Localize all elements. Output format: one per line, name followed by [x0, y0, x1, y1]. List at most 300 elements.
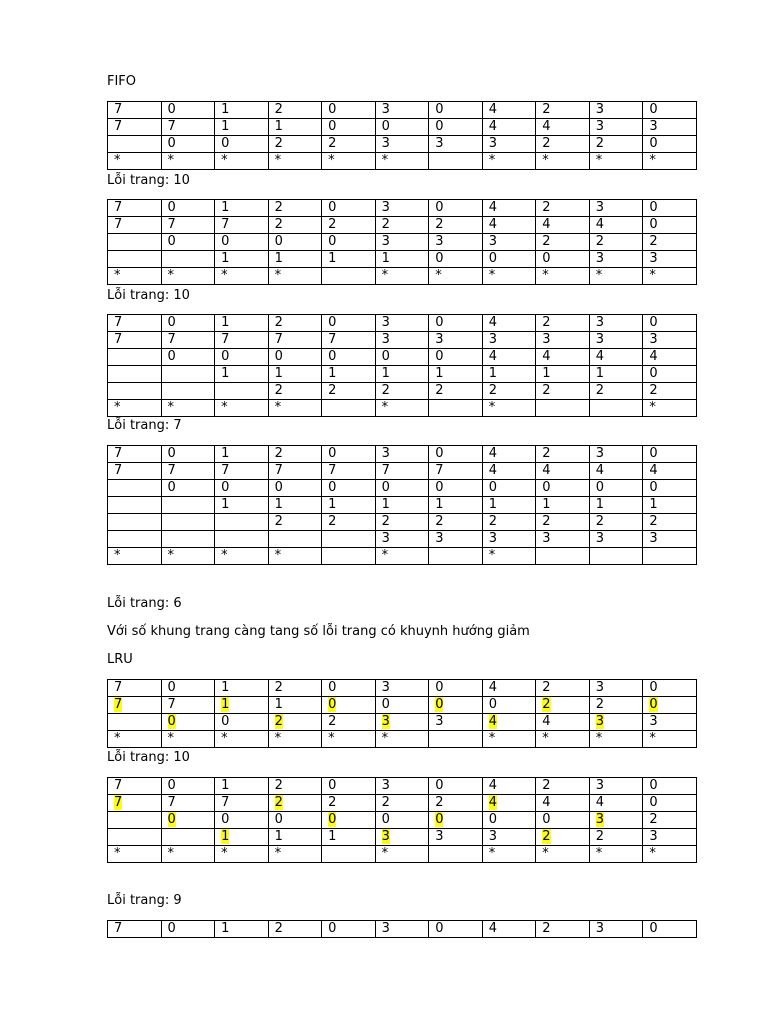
cell-value: 4 — [542, 795, 551, 810]
table-cell — [375, 200, 429, 217]
cell-value: 2 — [328, 383, 337, 398]
cell-value: 1 — [221, 200, 230, 215]
table-cell — [215, 921, 269, 938]
cell-value: 4 — [488, 680, 497, 695]
cell-value: 2 — [274, 315, 283, 330]
table-cell — [589, 268, 643, 285]
table-cell — [643, 200, 697, 217]
cell-value: 3 — [488, 829, 497, 844]
table-cell — [536, 251, 590, 268]
table-cell — [643, 268, 697, 285]
highlighted-value: 0 — [167, 714, 176, 729]
cell-value: 1 — [221, 680, 230, 695]
cell-value: 0 — [488, 812, 497, 827]
table-cell — [429, 921, 483, 938]
table-cell — [643, 102, 697, 119]
table-cell — [429, 463, 483, 480]
table-cell — [536, 829, 590, 846]
highlighted-value: 0 — [435, 697, 444, 712]
cell-value: 3 — [595, 778, 605, 793]
table-cell — [482, 366, 536, 383]
table-cell — [161, 251, 215, 268]
cell-value: * — [488, 731, 496, 746]
cell-value: 0 — [328, 680, 337, 695]
cell-value: 0 — [328, 119, 337, 134]
cell-value: 2 — [595, 234, 605, 249]
table-cell — [268, 680, 322, 697]
table-cell — [375, 446, 429, 463]
fifo-table-4 — [107, 445, 697, 565]
cell-value: 1 — [274, 829, 283, 844]
table-cell — [215, 383, 269, 400]
table-cell — [108, 217, 162, 234]
cell-value: 1 — [274, 119, 283, 134]
table-cell — [536, 680, 590, 697]
cell-value: 0 — [328, 446, 337, 461]
cell-value: 1 — [595, 366, 605, 381]
table-cell — [429, 349, 483, 366]
cell-value: 0 — [274, 480, 283, 495]
table-cell — [161, 217, 215, 234]
cell-value: 3 — [381, 136, 390, 151]
table-row — [108, 731, 697, 748]
table-cell — [268, 153, 322, 170]
table-cell — [429, 778, 483, 795]
table-cell — [161, 680, 215, 697]
table-cell — [108, 480, 162, 497]
highlighted-value: 7 — [114, 697, 123, 712]
table-cell — [589, 251, 643, 268]
cell-value: 7 — [114, 680, 123, 695]
table-cell — [161, 812, 215, 829]
table-cell — [375, 463, 429, 480]
table-row — [108, 400, 697, 417]
table-cell — [322, 366, 376, 383]
table-cell — [643, 812, 697, 829]
cell-value: 4 — [488, 102, 497, 117]
cell-value: 3 — [381, 315, 390, 330]
table-cell — [322, 383, 376, 400]
cell-value: 2 — [328, 217, 337, 232]
table-cell — [322, 463, 376, 480]
cell-value: 0 — [488, 697, 497, 712]
cell-value: 2 — [274, 102, 283, 117]
cell-value: * — [542, 268, 549, 283]
highlighted-value: 0 — [328, 812, 337, 827]
table-cell — [482, 497, 536, 514]
table-cell — [429, 383, 483, 400]
cell-value: 7 — [167, 119, 176, 134]
cell-value: 0 — [167, 480, 176, 495]
table-cell — [643, 829, 697, 846]
cell-value: 1 — [221, 778, 230, 793]
table-cell — [268, 480, 322, 497]
cell-value: 2 — [542, 383, 551, 398]
table-cell — [482, 217, 536, 234]
table-cell — [215, 795, 269, 812]
table-row — [108, 234, 697, 251]
table-cell — [643, 136, 697, 153]
cell-value: 2 — [328, 136, 337, 151]
fifo-table-1 — [107, 101, 697, 170]
table-cell — [375, 731, 429, 748]
table-cell — [536, 200, 590, 217]
table-cell — [268, 731, 322, 748]
table-cell — [161, 548, 215, 565]
table-cell — [161, 268, 215, 285]
table-cell — [161, 119, 215, 136]
cell-value: 0 — [221, 714, 230, 729]
table-cell — [108, 463, 162, 480]
cell-value: 0 — [328, 480, 337, 495]
table-cell — [322, 778, 376, 795]
table-cell — [589, 315, 643, 332]
cell-value: 1 — [381, 251, 390, 266]
cell-value: 0 — [167, 921, 176, 936]
table-cell — [536, 531, 590, 548]
table-cell — [322, 548, 376, 565]
table-cell — [643, 480, 697, 497]
cell-value: 3 — [381, 680, 390, 695]
table-cell — [589, 153, 643, 170]
table-cell — [429, 812, 483, 829]
table-cell — [322, 846, 376, 863]
table-cell — [429, 514, 483, 531]
cell-value: 3 — [595, 446, 605, 461]
table-cell — [268, 778, 322, 795]
table-cell — [215, 548, 269, 565]
table-cell — [482, 332, 536, 349]
table-cell — [268, 315, 322, 332]
table-cell — [429, 531, 483, 548]
cell-value: 0 — [328, 349, 337, 364]
cell-value: 3 — [488, 531, 497, 546]
cell-value: 7 — [167, 795, 176, 810]
cell-value: 0 — [167, 680, 176, 695]
table-cell — [375, 251, 429, 268]
table-cell — [215, 829, 269, 846]
table-cell — [429, 251, 483, 268]
table-cell — [589, 102, 643, 119]
conclusion-text: Với số khung trang càng tang số lỗi trang có khuynh hướng giảm — [107, 624, 530, 639]
lru-heading: LRU — [107, 652, 133, 667]
cell-value: 4 — [542, 714, 551, 729]
cell-value: 1 — [221, 315, 230, 330]
cell-value: * — [221, 846, 228, 861]
table-cell — [268, 383, 322, 400]
table-cell — [161, 446, 215, 463]
table-cell — [482, 697, 536, 714]
table-cell — [482, 102, 536, 119]
cell-value: 0 — [221, 234, 230, 249]
table-cell — [643, 251, 697, 268]
highlighted-value: 4 — [488, 795, 497, 810]
cell-value: 7 — [114, 463, 123, 478]
cell-value: 1 — [381, 497, 390, 512]
table-cell — [161, 200, 215, 217]
table-cell — [536, 921, 590, 938]
table-cell — [322, 680, 376, 697]
table-cell — [536, 795, 590, 812]
cell-value: 0 — [649, 795, 658, 810]
table-cell — [322, 136, 376, 153]
cell-value: 0 — [167, 200, 176, 215]
table-cell — [429, 731, 483, 748]
table-cell — [589, 731, 643, 748]
table-cell — [536, 497, 590, 514]
cell-value: 7 — [114, 446, 123, 461]
table-row — [108, 217, 697, 234]
cell-value: * — [488, 153, 496, 168]
cell-value: 3 — [381, 200, 390, 215]
table-cell — [375, 514, 429, 531]
cell-value: 1 — [542, 366, 551, 381]
table-cell — [108, 136, 162, 153]
table-cell — [161, 846, 215, 863]
cell-value: * — [328, 153, 335, 168]
fifo-table-3 — [107, 314, 697, 417]
lru-table-3 — [107, 920, 697, 938]
table-cell — [161, 383, 215, 400]
cell-value: 3 — [595, 102, 605, 117]
table-cell — [375, 497, 429, 514]
table-row — [108, 383, 697, 400]
cell-value: 2 — [435, 217, 444, 232]
cell-value: 2 — [542, 200, 551, 215]
cell-value: 4 — [595, 795, 605, 810]
cell-value: 2 — [381, 514, 390, 529]
table-cell — [161, 697, 215, 714]
table-cell — [375, 136, 429, 153]
table-cell — [536, 400, 590, 417]
cell-value: 7 — [328, 463, 337, 478]
table-cell — [482, 778, 536, 795]
cell-value: 0 — [381, 812, 390, 827]
cell-value: * — [167, 548, 175, 563]
table-cell — [589, 497, 643, 514]
cell-value: 0 — [649, 921, 658, 936]
cell-value: 0 — [167, 234, 176, 249]
table-cell — [375, 846, 429, 863]
table-cell — [482, 531, 536, 548]
table-cell — [375, 778, 429, 795]
table-cell — [161, 714, 215, 731]
cell-value: 0 — [435, 349, 444, 364]
table-cell — [268, 217, 322, 234]
table-row — [108, 268, 697, 285]
table-cell — [589, 548, 643, 565]
highlighted-value: 2 — [274, 795, 283, 810]
table-cell — [643, 778, 697, 795]
cell-value: 0 — [221, 480, 230, 495]
highlighted-value: 0 — [167, 812, 176, 827]
table-cell — [108, 697, 162, 714]
table-cell — [161, 795, 215, 812]
cell-value: 4 — [542, 463, 551, 478]
table-cell — [268, 102, 322, 119]
cell-value: 2 — [542, 136, 551, 151]
table-cell — [482, 680, 536, 697]
cell-value: * — [649, 153, 656, 168]
table-cell — [268, 136, 322, 153]
table-cell — [589, 514, 643, 531]
table-cell — [589, 200, 643, 217]
table-cell — [589, 366, 643, 383]
table-row — [108, 812, 697, 829]
table-cell — [643, 497, 697, 514]
table-cell — [108, 812, 162, 829]
cell-value: 0 — [435, 119, 444, 134]
cell-value: 1 — [274, 697, 283, 712]
table-cell — [482, 349, 536, 366]
highlighted-value: 0 — [435, 812, 444, 827]
table-cell — [482, 268, 536, 285]
table-cell — [536, 446, 590, 463]
cell-value: 0 — [435, 446, 444, 461]
table-cell — [108, 200, 162, 217]
cell-value: 7 — [114, 102, 123, 117]
table-cell — [482, 812, 536, 829]
table-row — [108, 921, 697, 938]
cell-value: 1 — [435, 497, 444, 512]
cell-value: 1 — [221, 366, 230, 381]
table-cell — [482, 795, 536, 812]
table-cell — [108, 778, 162, 795]
cell-value: * — [488, 846, 496, 861]
table-cell — [589, 778, 643, 795]
cell-value: 7 — [114, 921, 123, 936]
table-cell — [589, 829, 643, 846]
table-cell — [215, 217, 269, 234]
table-row — [108, 119, 697, 136]
cell-value: 4 — [488, 463, 497, 478]
cell-value: 3 — [381, 531, 390, 546]
cell-value: 0 — [649, 200, 658, 215]
cell-value: 1 — [595, 497, 605, 512]
cell-value: * — [381, 548, 389, 563]
table-cell — [108, 497, 162, 514]
cell-value: 3 — [381, 102, 390, 117]
fifo-table-2 — [107, 199, 697, 285]
cell-value: 1 — [328, 251, 337, 266]
table-cell — [322, 315, 376, 332]
table-cell — [215, 446, 269, 463]
table-row — [108, 136, 697, 153]
table-cell — [536, 217, 590, 234]
table-cell — [322, 446, 376, 463]
highlighted-value: 3 — [381, 714, 390, 729]
cell-value: 1 — [328, 829, 337, 844]
table-cell — [108, 332, 162, 349]
cell-value: 1 — [221, 102, 230, 117]
table-cell — [161, 102, 215, 119]
cell-value: 2 — [328, 714, 337, 729]
cell-value: 0 — [595, 480, 605, 495]
cell-value: 2 — [542, 234, 551, 249]
table-cell — [536, 846, 590, 863]
cell-value: 0 — [274, 349, 283, 364]
table-cell — [108, 234, 162, 251]
table-cell — [322, 400, 376, 417]
table-cell — [482, 400, 536, 417]
table-cell — [108, 446, 162, 463]
cell-value: 0 — [328, 102, 337, 117]
table-cell — [589, 531, 643, 548]
highlighted-value: 0 — [649, 697, 658, 712]
table-cell — [322, 829, 376, 846]
table-cell — [215, 514, 269, 531]
table-cell — [322, 119, 376, 136]
cell-value: 1 — [328, 366, 337, 381]
cell-value: 7 — [114, 119, 123, 134]
table-cell — [589, 463, 643, 480]
cell-value: 3 — [435, 234, 444, 249]
table-cell — [322, 921, 376, 938]
table-cell — [108, 829, 162, 846]
table-cell — [482, 548, 536, 565]
cell-value: * — [114, 731, 121, 746]
table-cell — [268, 400, 322, 417]
cell-value: 2 — [595, 697, 605, 712]
cell-value: 4 — [488, 119, 497, 134]
table-row — [108, 829, 697, 846]
table-cell — [643, 795, 697, 812]
table-cell — [108, 731, 162, 748]
cell-value: 7 — [221, 332, 230, 347]
table-cell — [108, 680, 162, 697]
table-cell — [482, 119, 536, 136]
table-cell — [643, 531, 697, 548]
table-cell — [429, 680, 483, 697]
table-cell — [215, 332, 269, 349]
table-cell — [643, 315, 697, 332]
table-cell — [268, 268, 322, 285]
cell-value: 0 — [167, 349, 176, 364]
cell-value: 2 — [595, 514, 605, 529]
cell-value: 1 — [274, 497, 283, 512]
table-cell — [108, 795, 162, 812]
table-cell — [161, 136, 215, 153]
table-cell — [429, 332, 483, 349]
cell-value: 7 — [328, 332, 337, 347]
table-cell — [161, 480, 215, 497]
cell-value: * — [381, 153, 389, 168]
cell-value: 0 — [649, 680, 658, 695]
cell-value: 2 — [649, 514, 658, 529]
lru-table-1 — [107, 679, 697, 748]
table-cell — [536, 234, 590, 251]
table-cell — [589, 812, 643, 829]
cell-value: 3 — [381, 234, 390, 249]
table-row — [108, 153, 697, 170]
cell-value: 0 — [381, 349, 390, 364]
table-row — [108, 531, 697, 548]
cell-value: * — [114, 548, 121, 563]
table-cell — [536, 731, 590, 748]
table-cell — [161, 531, 215, 548]
table-cell — [268, 332, 322, 349]
cell-value: 7 — [114, 217, 123, 232]
table-cell — [161, 731, 215, 748]
table-cell — [108, 514, 162, 531]
cell-value: 3 — [595, 680, 605, 695]
cell-value: 0 — [381, 119, 390, 134]
table-cell — [215, 200, 269, 217]
cell-value: 2 — [274, 383, 283, 398]
cell-value: 3 — [381, 921, 390, 936]
cell-value: * — [381, 846, 389, 861]
table-cell — [215, 268, 269, 285]
